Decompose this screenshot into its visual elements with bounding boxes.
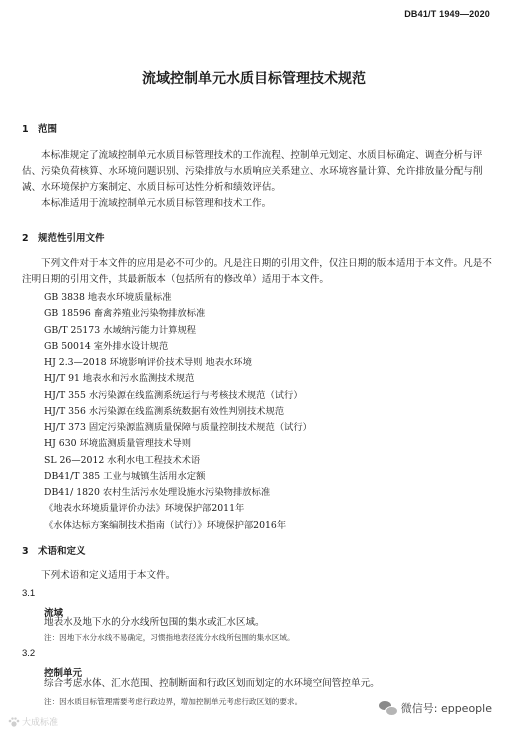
section-title: 术语和定义: [38, 546, 86, 557]
reference-item: HJ/T 355 水污染源在线监测系统运行与考核技术规范（试行）: [44, 389, 303, 401]
paw-logo-icon: [8, 717, 20, 727]
term-name: 流域: [44, 608, 64, 619]
wechat-logo-icon: [379, 701, 397, 715]
document-title: 流域控制单元水质目标管理技术规范: [142, 71, 366, 87]
section-number: 2: [22, 233, 29, 244]
reference-item: GB 3838 地表水环境质量标准: [44, 292, 172, 303]
term-definition: 综合考虑水体、汇水范围、控制断面和行政区划而划定的水环境空间管控单元。: [44, 678, 380, 689]
references-intro: 下列文件对于本文件的应用是必不可少的。凡是注日期的引用文件，仅注日期的版本适用于本文件。凡是不注明日期的引用文件，其最新版本（包括所有的修改单）适用于本文件。: [22, 258, 492, 285]
wechat-watermark: [379, 700, 492, 716]
document-code: DB41/T 1949—2020: [404, 9, 490, 19]
reference-item: HJ/T 91 地表水和污水监测技术规范: [44, 373, 195, 385]
scope-applicability: 本标准适用于流域控制单元水质目标管理和技术工作。: [41, 198, 272, 209]
section-title: 范围: [38, 124, 58, 135]
term-definition: 地表水及地下水的分水线所包围的集水或汇水区域。: [44, 617, 265, 628]
terms-intro: 下列术语和定义适用于本文件。: [41, 570, 176, 581]
reference-item: HJ/T 356 水污染源在线监测系统数据有效性判别技术规范: [44, 405, 285, 417]
term-note: 注：因地下水分水线不易确定，习惯指地表径流分水线所包围的集水区域。: [44, 633, 295, 642]
reference-item: 《地表水环境质量评价办法》环境保护部2011年: [44, 503, 245, 515]
term-note: 注：因水质目标管理需要考虑行政边界，增加控制单元考虑行政区划的要求。: [44, 697, 303, 706]
reference-item: 《水体达标方案编制技术指南（试行）》环境保护部2016年: [44, 519, 287, 531]
term-name: 控制单元: [44, 668, 83, 679]
section-title: 规范性引用文件: [38, 233, 105, 244]
publisher-watermark: [8, 715, 58, 728]
wechat-id: 微信号: eppeople: [400, 702, 492, 715]
reference-item: DB41/T 385 工业与城镇生活用水定额: [44, 470, 206, 482]
section-number: 3: [22, 546, 29, 557]
section-number: 1: [22, 124, 29, 135]
section-1-heading: [22, 121, 57, 135]
reference-item: HJ 630 环境监测质量管理技术导则: [44, 438, 192, 450]
reference-item: DB41/ 1820 农村生活污水处理设施水污染物排放标准: [44, 487, 271, 498]
reference-item: SL 26—2012 水利水电工程技术术语: [44, 454, 201, 466]
reference-item: GB 18596 畜禽养殖业污染物排放标准: [44, 308, 206, 320]
reference-item: GB/T 25173 水域纳污能力计算规程: [44, 324, 197, 336]
term-number: 3.2: [22, 648, 36, 659]
reference-item: GB 50014 室外排水设计规范: [44, 340, 169, 352]
reference-item: HJ 2.3—2018 环境影响评价技术导则 地表水环境: [44, 357, 252, 368]
term-number: 3.1: [22, 588, 36, 599]
reference-item: HJ/T 373 固定污染源监测质量保障与质量控制技术规范（试行）: [44, 422, 312, 433]
scope-paragraph: 本标准规定了流域控制单元水质目标管理技术的工作流程、控制单元划定、水质目标确定、调查分析与评估、污染负荷核算、水环境问题识别、污染排放与水质响应关系建立、水环境容量计算、允许排放量分配与削减、水环境保护方案制定、水质目标可达性分析和绩效评估。: [22, 150, 483, 193]
publisher-name: 大成标准: [22, 718, 59, 728]
section-2-heading: [22, 230, 105, 244]
reference-list: [44, 290, 312, 534]
section-3-heading: [22, 543, 86, 557]
